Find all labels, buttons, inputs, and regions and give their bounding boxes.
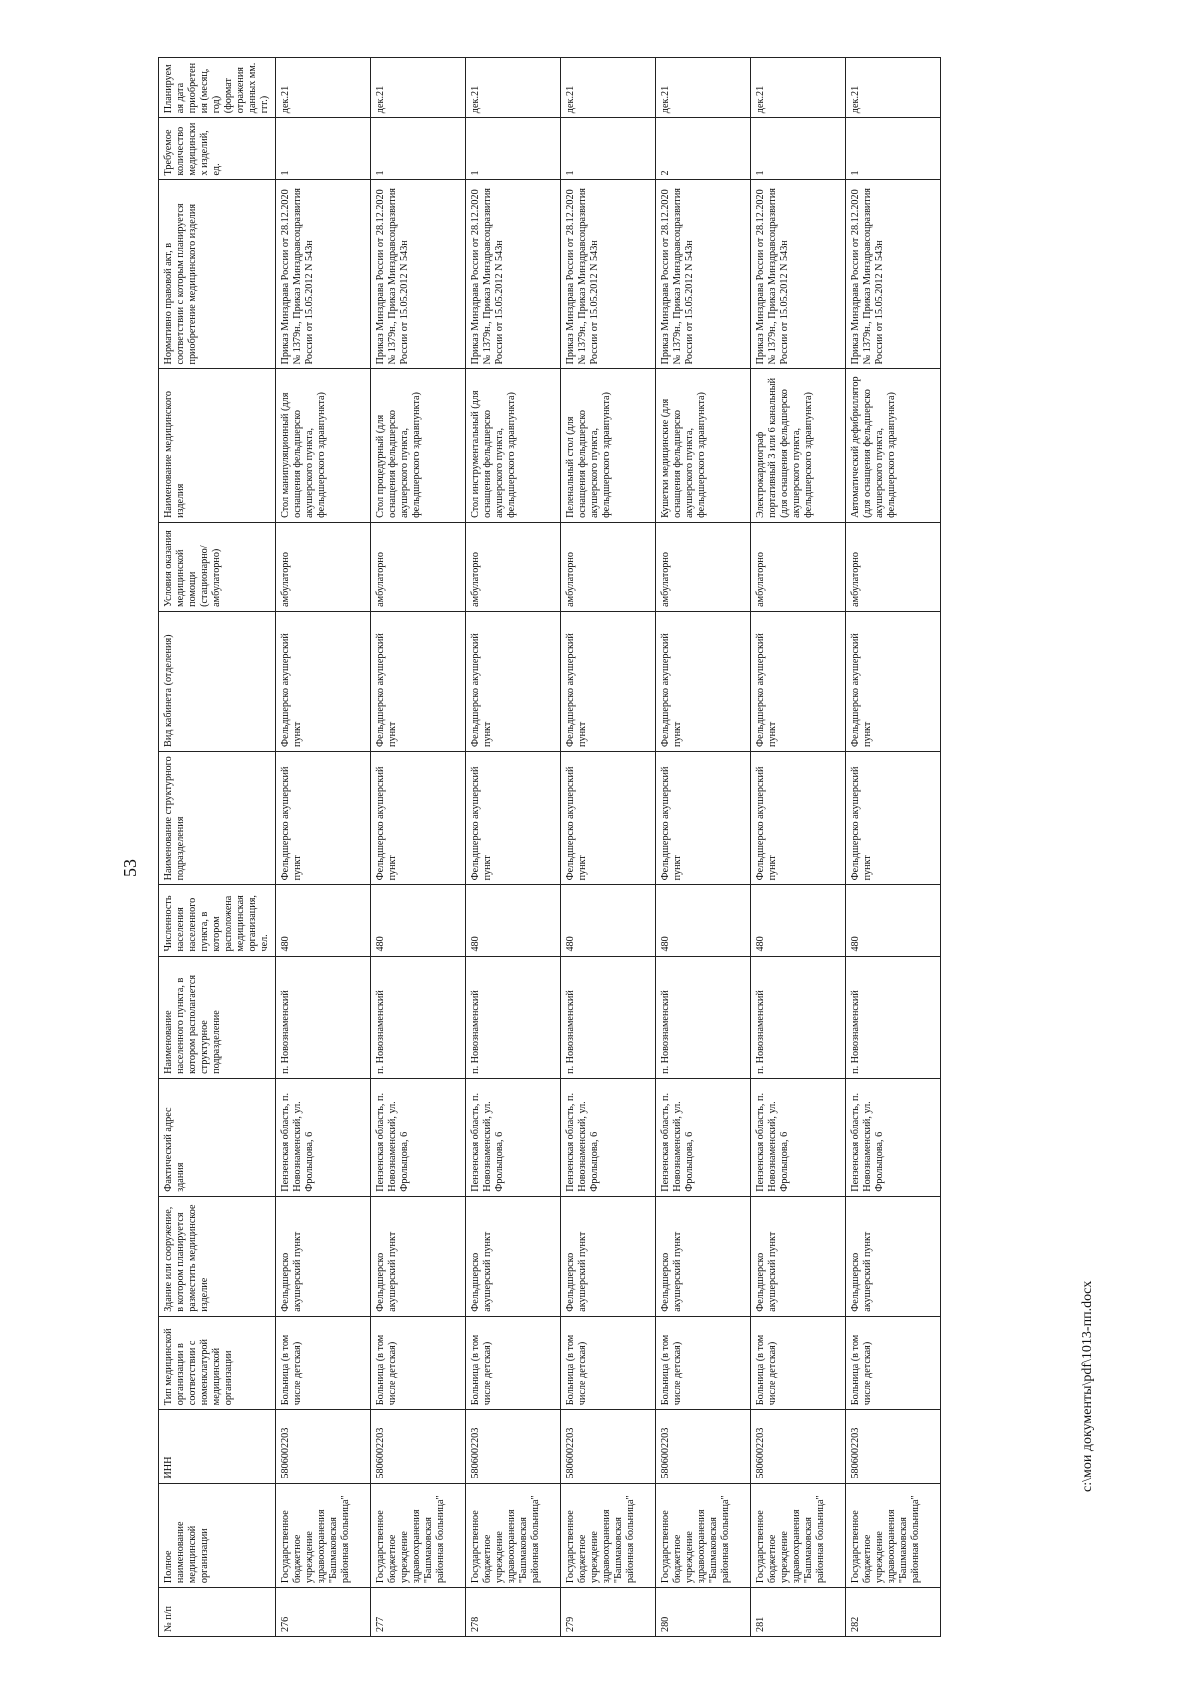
organization-type: Больница (в том числе детская)	[466, 1316, 561, 1409]
column-header: Здание или сооружение, в котором планируется разместить медицинское изделие	[159, 1196, 276, 1316]
address-cell: Пензенская область, п. Новознаменский, ул. Фролыцова, 6	[371, 1078, 466, 1196]
purchase-date-cell: дек.21	[466, 58, 561, 118]
address-cell: Пензенская область, п. Новознаменский, ул. Фролыцова, 6	[561, 1078, 656, 1196]
organization-name: Государственное бюджетное учреждение здравоохранения "Башмаковская районная больница"	[276, 1483, 371, 1588]
column-header: ИНН	[159, 1410, 276, 1483]
cabinet-kind-cell: Фельдшерско акушерский пункт	[371, 611, 466, 751]
purchase-date-cell: дек.21	[276, 58, 371, 118]
table-row	[276, 58, 371, 1637]
population-cell: 480	[656, 885, 751, 956]
quantity-cell: 1	[276, 118, 371, 180]
organization-name: Государственное бюджетное учреждение здравоохранения "Башмаковская районная больница"	[751, 1483, 846, 1588]
table-header-row	[159, 58, 276, 1637]
population-cell: 480	[561, 885, 656, 956]
row-number: 276	[276, 1588, 371, 1637]
row-number: 280	[656, 1588, 751, 1637]
column-header: Нормативно правовой акт, в соответствии с которым планируется приобретение медицинского изделия	[159, 180, 276, 369]
unit-cell: Фельдшерско акушерский пункт	[751, 751, 846, 884]
row-number: 277	[371, 1588, 466, 1637]
organization-name: Государственное бюджетное учреждение здравоохранения "Башмаковская районная больница"	[656, 1483, 751, 1588]
organization-type: Больница (в том числе детская)	[371, 1316, 466, 1409]
inn-cell: 5806002203	[371, 1410, 466, 1483]
unit-cell: Фельдшерско акушерский пункт	[371, 751, 466, 884]
building-cell: Фельдшерско акушерский пункт	[371, 1196, 466, 1316]
column-header: Наименование медицинского изделия	[159, 369, 276, 522]
table-row	[561, 58, 656, 1637]
device-name-cell: Автоматический дефибриллятор (для оснащения фельдшерско акушерского пункта, фельдшерского здравпункта)	[846, 369, 941, 522]
legal-act-cell: Приказ Минздрава России от 28.12.2020 № 1379н., Приказ Минздравсоцразвития России от 15.05.2012 N 543н	[276, 180, 371, 369]
legal-act-cell: Приказ Минздрава России от 28.12.2020 № 1379н., Приказ Минздравсоцразвития России от 15.05.2012 N 543н	[751, 180, 846, 369]
cabinet-kind-cell: Фельдшерско акушерский пункт	[846, 611, 941, 751]
device-name-cell: Стол манипуляционный (для оснащения фельдшерско акушерского пункта, фельдшерского здравпункта)	[276, 369, 371, 522]
legal-act-cell: Приказ Минздрава России от 28.12.2020 № 1379н., Приказ Минздравсоцразвития России от 15.05.2012 N 543н	[371, 180, 466, 369]
unit-cell: Фельдшерско акушерский пункт	[276, 751, 371, 884]
cabinet-kind-cell: Фельдшерско акушерский пункт	[561, 611, 656, 751]
cabinet-kind-cell: Фельдшерско акушерский пункт	[656, 611, 751, 751]
inn-cell: 5806002203	[846, 1410, 941, 1483]
table-row	[846, 58, 941, 1637]
column-header: Наименование населенного пункта, в котором располагается структурное подразделение	[159, 956, 276, 1078]
equipment-table	[158, 57, 941, 1637]
purchase-date-cell: дек.21	[371, 58, 466, 118]
organization-name: Государственное бюджетное учреждение здравоохранения "Башмаковская районная больница"	[466, 1483, 561, 1588]
locality-cell: п. Новознаменский	[371, 956, 466, 1078]
locality-cell: п. Новознаменский	[751, 956, 846, 1078]
address-cell: Пензенская область, п. Новознаменский, ул. Фролыцова, 6	[656, 1078, 751, 1196]
file-path-footer: c:\мои документы\pdf\1013-пп.docx	[1080, 1280, 1095, 1492]
inn-cell: 5806002203	[751, 1410, 846, 1483]
column-header: № п/п	[159, 1588, 276, 1637]
quantity-cell: 1	[371, 118, 466, 180]
unit-cell: Фельдшерско акушерский пункт	[846, 751, 941, 884]
conditions-cell: амбулаторно	[751, 522, 846, 611]
column-header: Тип медицинской организации в соответствии с номенклатурой медицинской организации	[159, 1316, 276, 1409]
device-name-cell: Электрокардиограф портативный 3 или 6 канальный (для оснащения фельдшерско акушерского пункта, фельдшерского здравпункта)	[751, 369, 846, 522]
purchase-date-cell: дек.21	[751, 58, 846, 118]
conditions-cell: амбулаторно	[656, 522, 751, 611]
conditions-cell: амбулаторно	[561, 522, 656, 611]
table-row	[371, 58, 466, 1637]
organization-name: Государственное бюджетное учреждение здравоохранения "Башмаковская районная больница"	[846, 1483, 941, 1588]
locality-cell: п. Новознаменский	[561, 956, 656, 1078]
device-name-cell: Стол процедурный (для оснащения фельдшерско акушерского пункта, фельдшерского здравпункта)	[371, 369, 466, 522]
cabinet-kind-cell: Фельдшерско акушерский пункт	[276, 611, 371, 751]
purchase-date-cell: дек.21	[656, 58, 751, 118]
quantity-cell: 1	[466, 118, 561, 180]
table-row	[466, 58, 561, 1637]
legal-act-cell: Приказ Минздрава России от 28.12.2020 № 1379н., Приказ Минздравсоцразвития России от 15.05.2012 N 543н	[561, 180, 656, 369]
column-header: Требуемое количество медицинских изделий, ед.	[159, 118, 276, 180]
legal-act-cell: Приказ Минздрава России от 28.12.2020 № 1379н., Приказ Минздравсоцразвития России от 15.05.2012 N 543н	[466, 180, 561, 369]
device-name-cell: Пеленальный стол (для оснащения фельдшерско акушерского пункта, фельдшерского здравпункта)	[561, 369, 656, 522]
unit-cell: Фельдшерско акушерский пункт	[561, 751, 656, 884]
organization-type: Больница (в том числе детская)	[276, 1316, 371, 1409]
cabinet-kind-cell: Фельдшерско акушерский пункт	[751, 611, 846, 751]
inn-cell: 5806002203	[656, 1410, 751, 1483]
conditions-cell: амбулаторно	[371, 522, 466, 611]
population-cell: 480	[276, 885, 371, 956]
unit-cell: Фельдшерско акушерский пункт	[466, 751, 561, 884]
inn-cell: 5806002203	[466, 1410, 561, 1483]
building-cell: Фельдшерско акушерский пункт	[276, 1196, 371, 1316]
legal-act-cell: Приказ Минздрава России от 28.12.2020 № 1379н., Приказ Минздравсоцразвития России от 15.05.2012 N 543н	[846, 180, 941, 369]
locality-cell: п. Новознаменский	[846, 956, 941, 1078]
conditions-cell: амбулаторно	[276, 522, 371, 611]
locality-cell: п. Новознаменский	[466, 956, 561, 1078]
column-header: Наименование структурного подразделения	[159, 751, 276, 884]
column-header: Фактический адрес здания	[159, 1078, 276, 1196]
organization-type: Больница (в том числе детская)	[656, 1316, 751, 1409]
building-cell: Фельдшерско акушерский пункт	[846, 1196, 941, 1316]
address-cell: Пензенская область, п. Новознаменский, ул. Фролыцова, 6	[846, 1078, 941, 1196]
inn-cell: 5806002203	[561, 1410, 656, 1483]
locality-cell: п. Новознаменский	[276, 956, 371, 1078]
quantity-cell: 1	[561, 118, 656, 180]
device-name-cell: Кушетки медицинские (для оснащения фельдшерско акушерского пункта, фельдшерского здравпункта)	[656, 369, 751, 522]
organization-name: Государственное бюджетное учреждение здравоохранения "Башмаковская районная больница"	[561, 1483, 656, 1588]
conditions-cell: амбулаторно	[846, 522, 941, 611]
row-number: 278	[466, 1588, 561, 1637]
building-cell: Фельдшерско акушерский пункт	[561, 1196, 656, 1316]
purchase-date-cell: дек.21	[846, 58, 941, 118]
inn-cell: 5806002203	[276, 1410, 371, 1483]
building-cell: Фельдшерско акушерский пункт	[656, 1196, 751, 1316]
quantity-cell: 1	[846, 118, 941, 180]
building-cell: Фельдшерско акушерский пункт	[466, 1196, 561, 1316]
table-row	[656, 58, 751, 1637]
population-cell: 480	[846, 885, 941, 956]
column-header: Условия оказания медицинской помощи (стационарно/ амбулаторно)	[159, 522, 276, 611]
table-row	[751, 58, 846, 1637]
row-number: 282	[846, 1588, 941, 1637]
conditions-cell: амбулаторно	[466, 522, 561, 611]
column-header: Вид кабинета (отделения)	[159, 611, 276, 751]
quantity-cell: 2	[656, 118, 751, 180]
column-header: Численность населения населенного пункта, в котором расположена медицинская организация, чел.	[159, 885, 276, 956]
address-cell: Пензенская область, п. Новознаменский, ул. Фролыцова, 6	[466, 1078, 561, 1196]
legal-act-cell: Приказ Минздрава России от 28.12.2020 № 1379н., Приказ Минздравсоцразвития России от 15.05.2012 N 543н	[656, 180, 751, 369]
device-name-cell: Стол инструментальный (для оснащения фельдшерско акушерского пункта, фельдшерского здравпункта)	[466, 369, 561, 522]
building-cell: Фельдшерско акушерский пункт	[751, 1196, 846, 1316]
organization-name: Государственное бюджетное учреждение здравоохранения "Башмаковская районная больница"	[371, 1483, 466, 1588]
page-number: 53	[120, 859, 140, 877]
purchase-date-cell: дек.21	[561, 58, 656, 118]
population-cell: 480	[751, 885, 846, 956]
address-cell: Пензенская область, п. Новознаменский, ул. Фролыцова, 6	[751, 1078, 846, 1196]
row-number: 279	[561, 1588, 656, 1637]
organization-type: Больница (в том числе детская)	[846, 1316, 941, 1409]
quantity-cell: 1	[751, 118, 846, 180]
locality-cell: п. Новознаменский	[656, 956, 751, 1078]
cabinet-kind-cell: Фельдшерско акушерский пункт	[466, 611, 561, 751]
column-header: Полное наименование медицинской организации	[159, 1483, 276, 1588]
population-cell: 480	[466, 885, 561, 956]
organization-type: Больница (в том числе детская)	[751, 1316, 846, 1409]
row-number: 281	[751, 1588, 846, 1637]
unit-cell: Фельдшерско акушерский пункт	[656, 751, 751, 884]
population-cell: 480	[371, 885, 466, 956]
address-cell: Пензенская область, п. Новознаменский, ул. Фролыцова, 6	[276, 1078, 371, 1196]
column-header: Планируемая дата приобретения (месяц, год) (формат отражения данных мм. ггг.)	[159, 58, 276, 118]
organization-type: Больница (в том числе детская)	[561, 1316, 656, 1409]
